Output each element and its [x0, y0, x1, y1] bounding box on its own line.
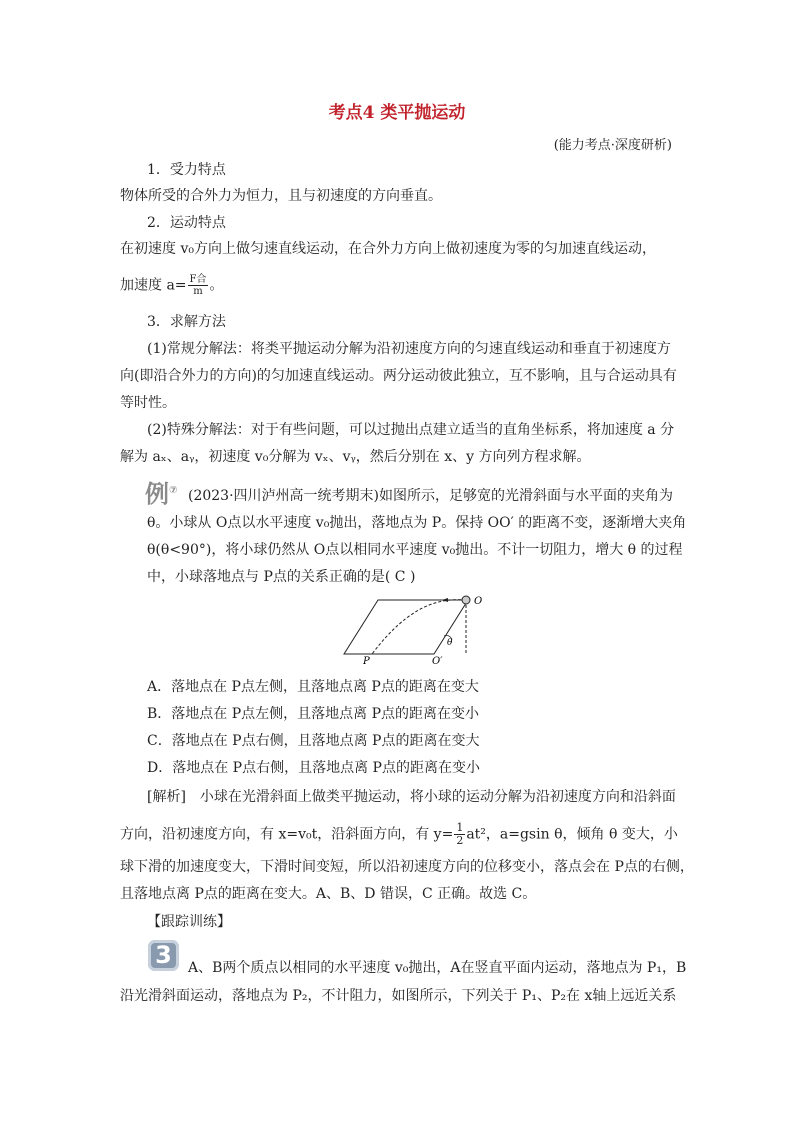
analysis-fraction: $\frac{1}{2}$	[456, 821, 464, 847]
method2-line2: 解为 aₓ、aᵧ，初速度 v₀分解为 vₓ、vᵧ，然后分别在 x、y 方向列方程求解。	[120, 449, 591, 465]
option-c: C．落地点在 P点右侧，且落地点离 P点的距离在变大	[147, 733, 480, 749]
training-line2: 沿光滑斜面运动，落地点为 P₂，不计阻力，如图所示，下列关于 P₁、P₂在 x轴上远近关系	[120, 988, 677, 1004]
analysis-line2: 方向，沿初速度方向，有 x=v₀t，沿斜面方向，有 y= $\frac{1}{2}$ at²，a=gsin θ，倾角 θ 变大，小	[120, 821, 678, 847]
method1-line1: (1)常规分解法：将类平抛运动分解为沿初速度方向的匀速直线运动和垂直于初速度方	[147, 341, 671, 357]
analysis-line4: 且落地点离 P点的距离在变大。A、B、D 错误，C 正确。故选 C。	[120, 886, 537, 902]
page-title: 考点4 类平抛运动	[328, 103, 466, 123]
accel-suffix: 。	[209, 277, 224, 294]
section3-label: 3．求解方法	[147, 314, 226, 330]
exercise-number-badge: 3	[148, 940, 179, 971]
ball-icon	[462, 596, 470, 604]
section2-text2	[120, 274, 675, 297]
incline-diagram	[330, 590, 490, 670]
analysis-line1: [解析] 小球在光滑斜面上做类平抛运动，将小球的运动分解为沿初速度方向和沿斜面	[147, 789, 676, 805]
method2-line1: (2)特殊分解法：对于有些问题，可以过抛出点建立适当的直角坐标系，将加速度 a 分	[147, 422, 675, 438]
example-line2: θ。小球从 O点以水平速度 v₀抛出，落地点为 P。保持 OO′ 的距离不变，逐渐增大夹角	[147, 515, 687, 531]
label-O: O	[474, 596, 483, 607]
section1-text: 物体所受的合外力为恒力，且与初速度的方向垂直。	[120, 188, 442, 204]
accel-fraction	[188, 274, 209, 297]
training-label: 【跟踪训练】	[147, 914, 231, 930]
label-theta: θ	[447, 638, 453, 648]
example-number: ⑦	[169, 485, 178, 496]
accel-numerator: F合	[189, 274, 207, 285]
example-line1: (2023·四川泸州高一统考期末)如图所示，足够宽的光滑斜面与水平面的夹角为	[188, 488, 674, 504]
analysis-line3: 球下滑的加速度变大，下滑时间变短，所以沿初速度方向的位移变小，落点会在 P点的右侧，	[120, 859, 694, 875]
option-d: D．落地点在 P点右侧，且落地点离 P点的距离在变小	[147, 760, 480, 776]
training-line1: A、B两个质点以相同的水平速度 v₀抛出，A在竖直平面内运动，落地点为 P₁，B	[188, 960, 687, 976]
method1-line3: 等时性。	[120, 395, 176, 411]
label-P: P	[363, 656, 370, 667]
method1-line2: 向(即沿合外力的方向)的匀加速直线运动。两分运动彼此独立，互不影响，且与合运动具有	[120, 368, 677, 384]
example-line3: θ(θ<90°)，将小球仍然从 O点以相同水平速度 v₀抛出。不计一切阻力，增大 θ 的过程	[147, 542, 683, 558]
label-O-prime: O′	[432, 656, 443, 667]
section-tag: (能力考点·深度研析)	[553, 138, 672, 153]
example-line4: 中，小球落地点与 P点的关系正确的是( C )	[147, 569, 416, 585]
option-a: A．落地点在 P点左侧，且落地点离 P点的距离在变大	[147, 679, 479, 695]
section1-label: 1．受力特点	[147, 162, 226, 178]
example-mark: 例⑦	[145, 480, 178, 508]
section2-label: 2．运动特点	[147, 215, 226, 231]
accel-prefix: 加速度 a=	[120, 277, 187, 294]
section2-text1: 在初速度 v₀方向上做匀速直线运动，在合外力方向上做初速度为零的匀加速直线运动，	[120, 241, 656, 257]
accel-denominator: m	[193, 286, 203, 297]
option-b: B．落地点在 P点左侧，且落地点离 P点的距离在变小	[147, 706, 480, 722]
velocity-arrow-icon	[442, 598, 448, 602]
